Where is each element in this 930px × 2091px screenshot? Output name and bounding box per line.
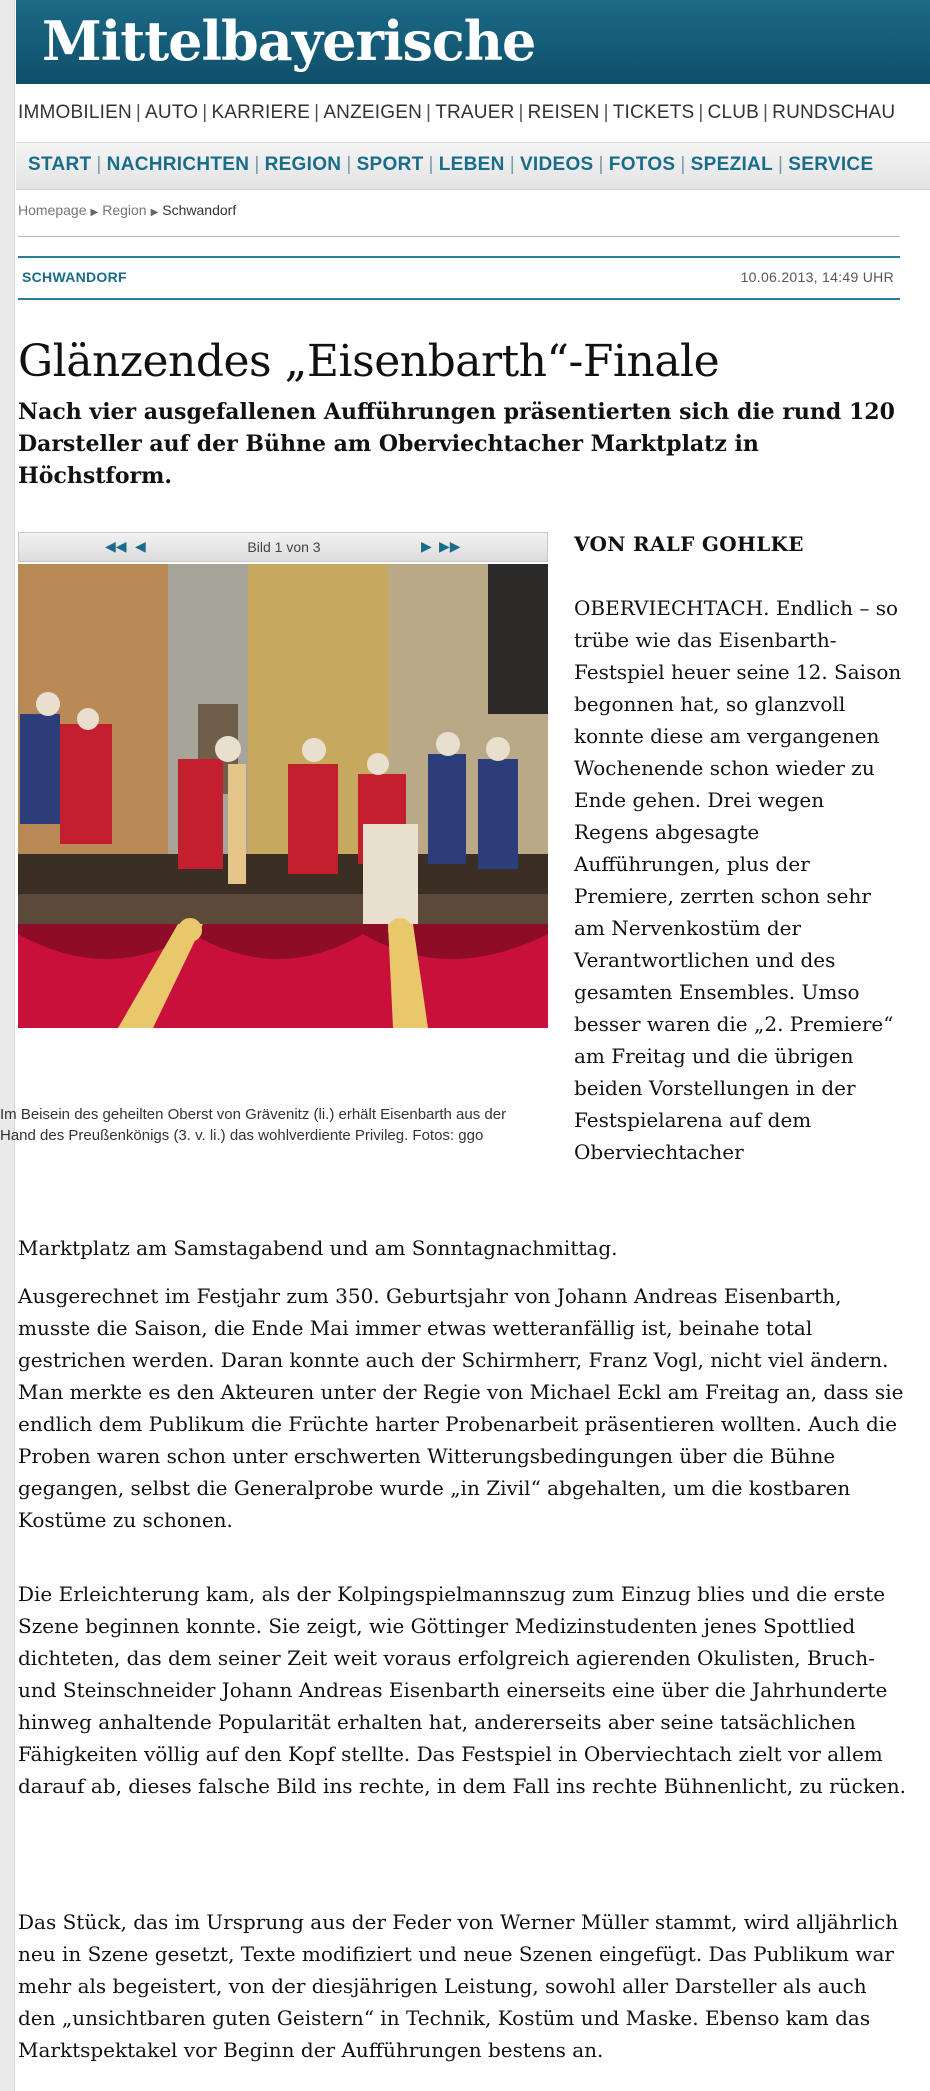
top-nav-karriere[interactable]: KARRIERE [211,102,311,123]
article-paragraph-3 [18,1578,908,1802]
top-nav-anzeigen[interactable]: ANZEIGEN [323,102,423,123]
main-nav-videos[interactable]: VIDEOS [519,154,594,175]
article-paragraph-2-text: Ausgerechnet im Festjahr zum 350. Geburtsjahr von Johann Andreas Eisenbarth, musste die Saison, die Ende Mai immer etwas wetteranfällig ist, beinahe total gestrichen werden. Daran konnte auch der Schirmherr, Franz Vogl, nicht viel ändern. Man merkte es den Akteuren unter der Regie von Michael Eckl am Freitag an, dass sie endlich dem Publikum die Früchte harter Probenarbeit präsentieren wollten. Auch die Proben waren schon unter erschwerten Witterungsbedingungen über die Bühne gegangen, selbst die Generalprobe wurde „in Zivil“ abgehalten, um die kostbaren Kostüme zu schonen. [18,1284,904,1532]
browser-left-edge [0,0,15,2091]
breadcrumb-homepage[interactable]: Homepage [18,202,87,218]
main-nav-fotos[interactable]: FOTOS [608,154,676,175]
main-nav: START | NACHRICHTEN | REGION | SPORT | LEBEN | VIDEOS | FOTOS | SPEZIAL | SERVICE [16,142,930,190]
article-byline: VON RALF GOHLKE [574,532,804,556]
article-paragraph-3-text: Die Erleichterung kam, als der Kolpingspielmannszug zum Einzug blies und die erste Szene beginnen konnte. Sie zeigt, wie Göttinger Medizinstudenten jenes Spottlied dichteten, das dem seiner Zeit weit voraus erfolgreich agierenden Okulisten, Bruch- und Steinschneider Johann Andreas Eisenbarth einerseits eine über die Jahrhunderte hinweg anhaltende Popularität erhalten hat, andererseits aber seine tatsächlichen Fähigkeiten völlig auf den Kopf stellte. Das Festspiel in Oberviechtach zielt vor allem darauf ab, dieses falsche Bild ins rechte, in dem Fall ins rechte Bühnenlicht, zu rücken. [18,1582,907,1798]
masthead [16,0,930,84]
double-right-arrow-icon[interactable]: ▶▶ [439,538,461,554]
top-nav-immobilien[interactable]: IMMOBILIEN [18,102,132,123]
top-nav-club[interactable]: CLUB [707,102,760,123]
top-nav-reisen[interactable]: REISEN [527,102,600,123]
section-bar [18,256,900,300]
photo-gallery [18,532,548,1096]
article-paragraph-1-tail: Marktplatz am Samstagabend und am Sonntagnachmittag. [18,1236,618,1260]
article-headline: Glänzendes „Eisenbarth“-Finale [18,336,720,387]
article-paragraph-4 [18,1906,908,2066]
left-arrow-icon[interactable]: ◀ [135,538,146,554]
breadcrumb-arrow-icon: ▶ [150,207,159,218]
gallery-caption: Im Beisein des geheilten Oberst von Grävenitz (li.) erhält Eisenbarth aus der Hand des Preußenkönigs (3. v. li.) das wohlverdiente Privileg. Fotos: ggo [0,1106,507,1144]
gallery-counter: Bild 1 von 3 [247,539,321,555]
main-nav-service[interactable]: SERVICE [788,154,874,175]
main-nav-start[interactable]: START [28,154,92,175]
main-nav-nachrichten[interactable]: NACHRICHTEN [106,154,250,175]
breadcrumb-current: Schwandorf [162,202,237,218]
breadcrumb-region[interactable]: Region [102,202,147,218]
breadcrumb [18,202,236,218]
gallery-photo[interactable] [18,564,548,1028]
article-datetime: 10.06.2013, 14:49 UHR [740,269,894,285]
article-paragraph-1 [574,592,904,1168]
top-nav-rundschau[interactable]: RUNDSCHAU [772,102,896,123]
article-lead: Nach vier ausgefallenen Aufführungen präsentierten sich die rund 120 Darsteller auf der Bühne am Oberviechtacher Marktplatz in Höchstform. [18,399,895,489]
main-nav-spezial[interactable]: SPEZIAL [690,154,773,175]
main-nav-leben[interactable]: LEBEN [438,154,505,175]
breadcrumb-arrow-icon: ▶ [90,207,99,218]
divider [18,236,900,237]
gallery-controls [18,532,548,562]
main-nav-region[interactable]: REGION [264,154,342,175]
article-paragraph-1-column-text: OBERVIECHTACH. Endlich – so trübe wie das Eisenbarth-Festspiel heuer seine 12. Saison begonnen hat, so glanzvoll konnte diese am vergangenen Wochenende schon wieder zu Ende gehen. Drei wegen Regens abgesagte Aufführungen, plus der Premiere, zerrten schon sehr am Nervenkostüm der Verantwortlichen und des gesamten Ensembles. Umso besser waren die „2. Premiere“ am Freitag und die übrigen beiden Vorstellungen in der Festspielarena auf dem Oberviechtacher [574,596,902,1164]
stage-photo [18,564,548,1028]
article-paragraph-2 [18,1280,908,1536]
top-nav-trauer[interactable]: TRAUER [435,102,515,123]
site-logo[interactable]: Mittelbayerische [42,9,536,73]
main-nav-sport[interactable]: SPORT [356,154,424,175]
top-nav: IMMOBILIEN | AUTO | KARRIERE | ANZEIGEN | TRAUER | REISEN | TICKETS | CLUB | RUNDSCHAU [18,102,896,123]
right-arrow-icon[interactable]: ▶ [421,538,432,554]
article-paragraph-1-continued [18,1232,908,1264]
article-paragraph-4-text: Das Stück, das im Ursprung aus der Feder von Werner Müller stammt, wird alljährlich neu in Szene gesetzt, Texte modifiziert und neue Szenen eingefügt. Das Publikum war mehr als begeistert, von der diesjährigen Leistung, sowohl aller Darsteller als auch den „unsichtbaren guten Geistern“ in Technik, Kostüm und Maske. Ebenso kam das Marktspektakel vor Beginn der Aufführungen bestens an. [18,1910,899,2062]
top-nav-auto[interactable]: AUTO [145,102,199,123]
top-nav-tickets[interactable]: TICKETS [612,102,695,123]
double-left-arrow-icon[interactable]: ◀◀ [105,538,127,554]
section-name[interactable]: SCHWANDORF [22,269,127,285]
